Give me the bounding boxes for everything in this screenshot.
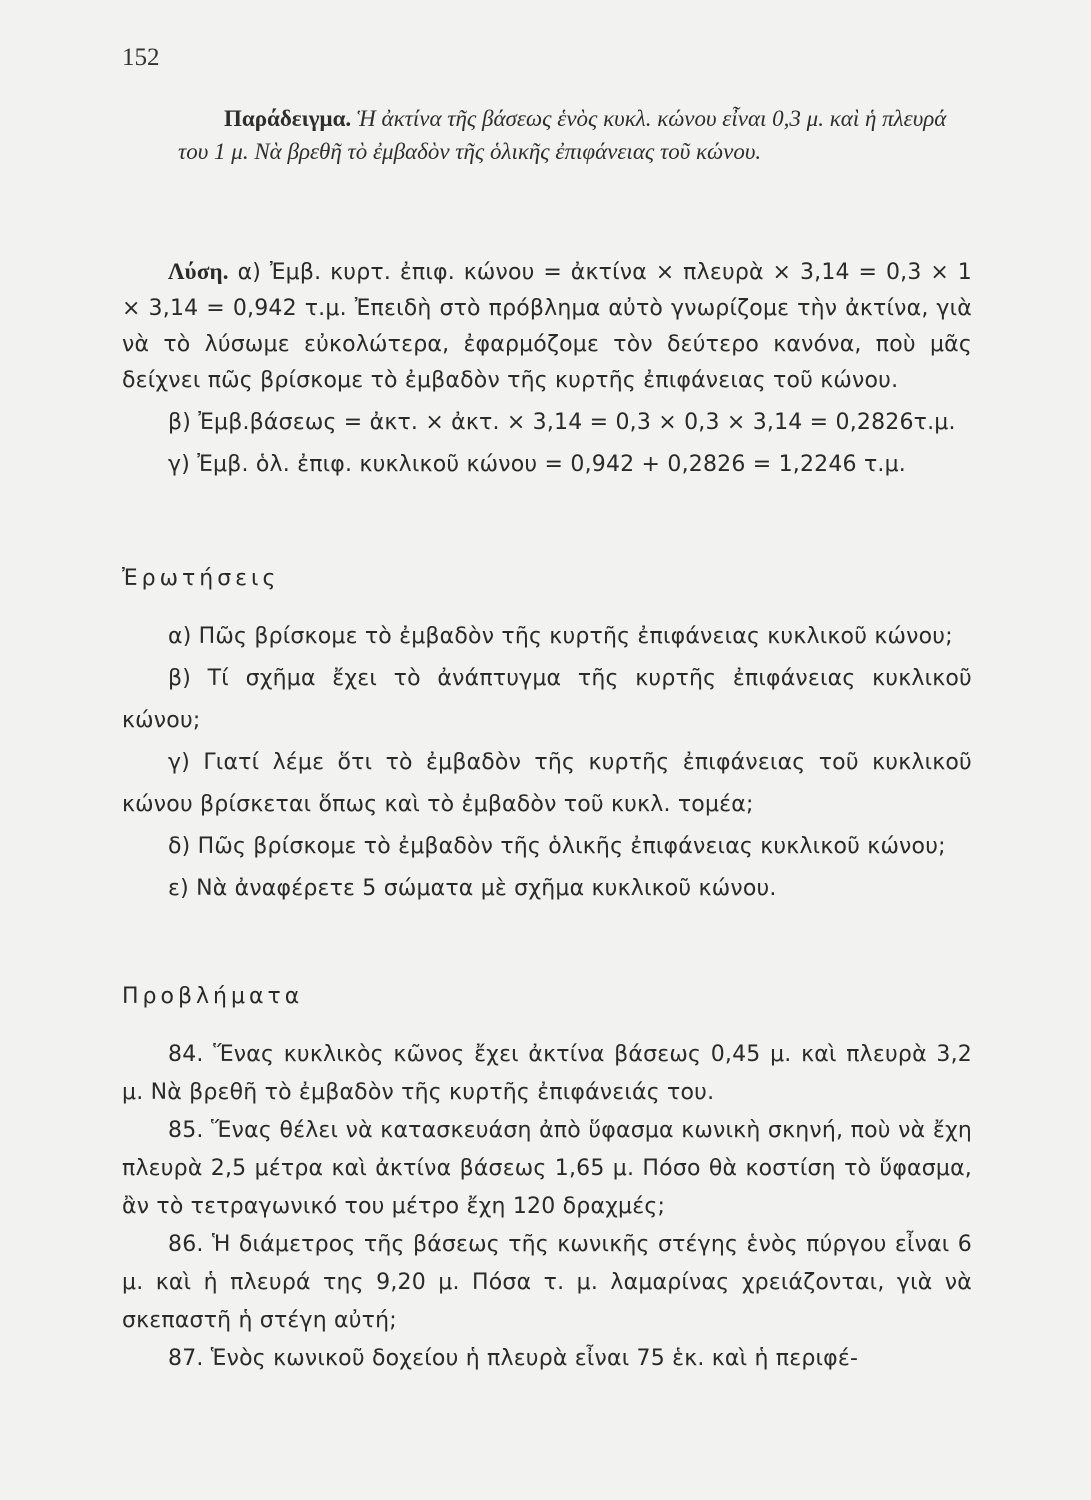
page-number: 152 [122,44,160,71]
problem-item: 84. Ἕνας κυκλικὸς κῶνος ἔχει ἀκτίνα βάσεως 0,45 μ. καὶ πλευρὰ 3,2 μ. Νὰ βρεθῆ τὸ ἐμβαδὸν τῆς κυρτῆς ἐπιφάνειάς του. [122,1042,972,1105]
problem-item: 87. Ἑνὸς κωνικοῦ δοχείου ἡ πλευρὰ εἶναι 75 ἑκ. καὶ ἡ περιφέ- [168,1346,859,1371]
question-item: δ) Πῶς βρίσκομε τὸ ἐμβαδὸν τῆς ὁλικῆς ἐπιφάνειας κυκλικοῦ κώνου; [168,834,946,859]
example-label: Παράδειγμα. [224,106,352,131]
problems-heading: Προβλήματα [122,984,304,1009]
questions-list [122,616,972,910]
problems-list [122,1036,972,1378]
questions-heading: Ἐρωτήσεις [122,566,280,591]
question-item: ε) Νὰ ἀναφέρετε 5 σώματα μὲ σχῆμα κυκλικοῦ κώνου. [168,876,777,901]
solution-step-c: γ) Ἐμβ. ὁλ. ἐπιφ. κυκλικοῦ κώνου = 0,942 + 0,2826 = 1,2246 τ.μ. [168,452,906,477]
example-text: Ἡ ἀκτίνα τῆς βάσεως ἑνὸς κυκλ. κώνου εἶναι 0,3 μ. καὶ ἡ πλευρά του 1 μ. Νὰ βρεθῆ τὸ ἐμβαδὸν τῆς ὁλικῆς ἐπιφάνειας τοῦ κώνου. [178,106,947,164]
problem-item: 86. Ἡ διάμετρος τῆς βάσεως τῆς κωνικῆς στέγης ἑνὸς πύργου εἶναι 6 μ. καὶ ἡ πλευρά της 9,20 μ. Πόσα τ. μ. λαμαρίνας χρειάζονται, γιὰ νὰ σκεπαστῆ ἡ στέγη αὐτή; [122,1232,972,1333]
solution-step-a: α) Ἐμβ. κυρτ. ἐπιφ. κώνου = ἀκτίνα × πλευρὰ × 3,14 = 0,3 × 1 × 3,14 = 0,942 τ.μ. Ἐπειδὴ στὸ πρόβλημα αὐτὸ γνωρίζομε τὴν ἀκτίνα, γιὰ νὰ τὸ λύσωμε εὐκολώτερα, ἐφαρμόζομε τὸν δεύτερο κανόνα, ποὺ μᾶς δείχνει πῶς βρίσκομε τὸ ἐμβαδὸν τῆς κυρτῆς ἐπιφάνειας τοῦ κώνου. [122,260,972,393]
solution-label: Λύση. [168,259,229,284]
problem-item: 85. Ἕνας θέλει νὰ κατασκευάση ἀπὸ ὕφασμα κωνικὴ σκηνή, ποὺ νὰ ἔχη πλευρὰ 2,5 μέτρα καὶ ἀκτίνα βάσεως 1,65 μ. Πόσο θὰ κοστίση τὸ ὕφασμα, ἂν τὸ τετραγωνικό του μέτρο ἔχη 120 δραχμές; [122,1118,972,1219]
solution-block [122,254,972,483]
solution-step-b: β) Ἐμβ.βάσεως = ἀκτ. × ἀκτ. × 3,14 = 0,3 × 0,3 × 3,14 = 0,2826τ.μ. [168,410,956,435]
question-item: α) Πῶς βρίσκομε τὸ ἐμβαδὸν τῆς κυρτῆς ἐπιφάνειας κυκλικοῦ κώνου; [168,624,953,649]
question-item: β) Τί σχῆμα ἔχει τὸ ἀνάπτυγμα τῆς κυρτῆς ἐπιφάνειας κυκλικοῦ κώνου; [122,666,972,733]
question-item: γ) Γιατί λέμε ὅτι τὸ ἐμβαδὸν τῆς κυρτῆς ἐπιφάνειας τοῦ κυκλικοῦ κώνου βρίσκεται ὅπως καὶ τὸ ἐμβαδὸν τοῦ κυκλ. τομέα; [122,750,972,817]
example-paragraph [122,102,968,168]
